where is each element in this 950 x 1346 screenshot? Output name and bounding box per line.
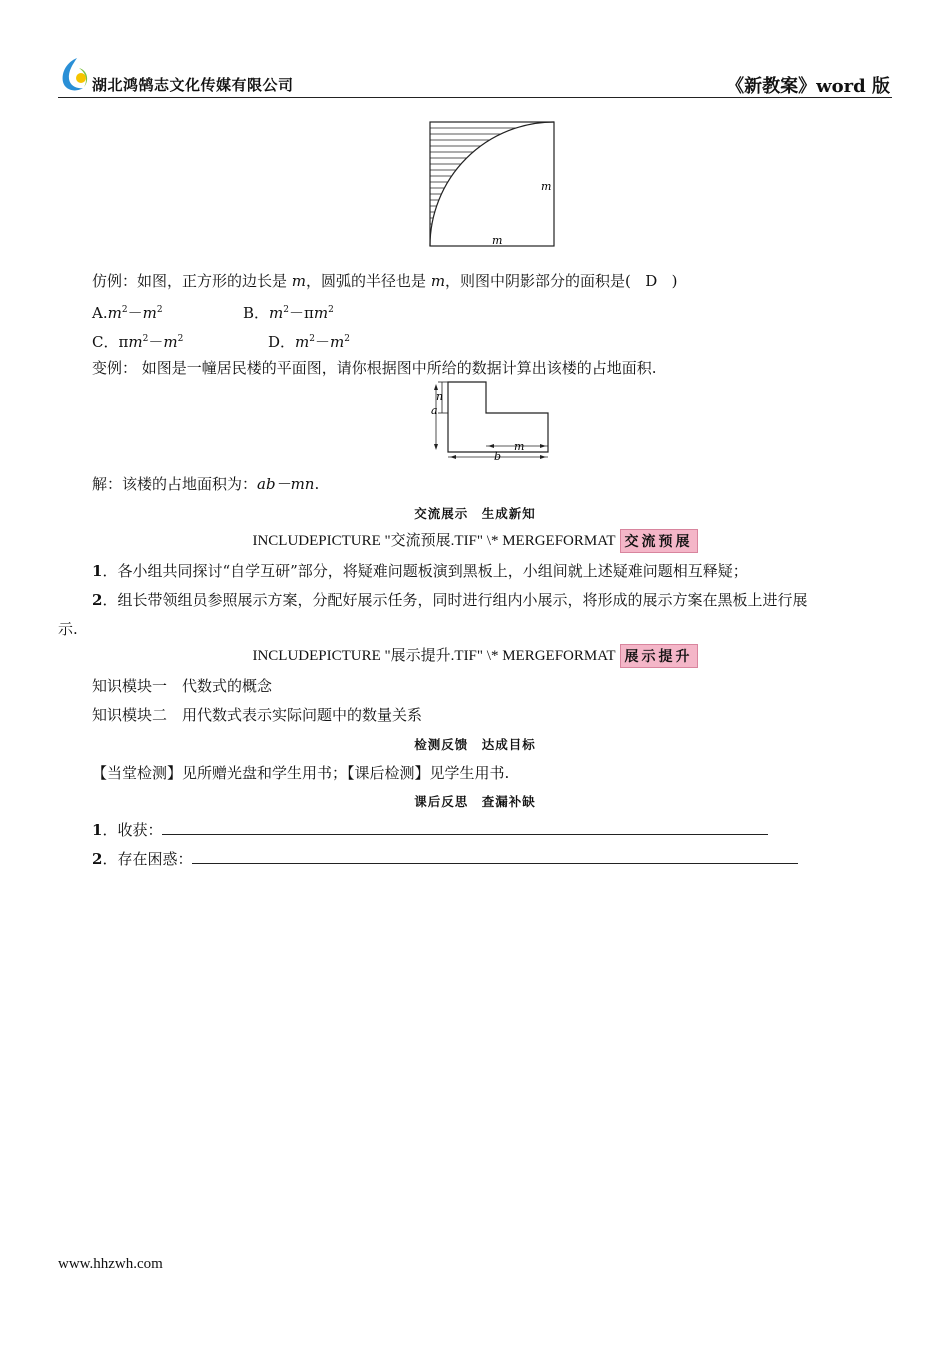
company-name: 湖北鸿鹄志文化传媒有限公司 <box>92 76 294 94</box>
figure2-label-n: n <box>436 390 444 403</box>
header-divider <box>58 97 892 98</box>
example-answer: D <box>645 272 658 290</box>
section-heading-feedback: 检测反馈 达成目标 <box>414 737 536 752</box>
figure2-label-m: m <box>514 440 525 453</box>
present-tag-image: 展示提升 <box>620 644 698 668</box>
example-question: 仿例：如图，正方形的边长是 m，圆弧的半径也是 m，则图中阴影部分的面积是( D ) <box>92 272 678 290</box>
item-1: 1．各小组共同探讨“自学互研”部分，将疑难问题板演到黑板上，小组间就上述疑难问题相互释疑； <box>92 562 748 580</box>
include-present: INCLUDEPICTURE "展示提升.TIF" \* MERGEFORMAT 展示提升 <box>0 644 950 668</box>
reflection-gain: 1．收获： <box>92 820 768 840</box>
option-b: B．$m^2-\pi m^2$ <box>243 304 334 322</box>
footer-url: www.hhzwh.com <box>58 1256 163 1272</box>
brand-title: 《新教案》word 版 <box>726 76 890 97</box>
option-c: C．$\pi m^2-m^2$ <box>92 333 184 351</box>
square-arc-figure <box>428 120 556 250</box>
knowledge-module-2: 知识模块二 用代数式表示实际问题中的数量关系 <box>92 706 423 724</box>
floor-plan-figure <box>428 378 554 462</box>
company-logo <box>57 56 93 94</box>
feedback-text: 【当堂检测】见所赠光盘和学生用书；【课后检测】见学生用书. <box>92 764 510 782</box>
variant-prefix: 变例： <box>92 359 138 377</box>
solution: 解：该楼的占地面积为：ab－mn. <box>92 475 320 493</box>
section-heading-reflection: 课后反思 查漏补缺 <box>414 794 536 809</box>
solution-prefix: 解： <box>92 475 123 493</box>
figure2-label-a: a <box>431 404 438 417</box>
figure1-label-right: m <box>541 180 552 193</box>
include-exchange: INCLUDEPICTURE "交流预展.TIF" \* MERGEFORMAT 交流预展 <box>0 529 950 553</box>
exchange-tag-image: 交流预展 <box>620 529 698 553</box>
knowledge-module-1: 知识模块一 代数式的概念 <box>92 677 273 695</box>
section-heading-exchange: 交流展示 生成新知 <box>414 506 536 521</box>
variant-question: 变例： 如图是一幢居民楼的平面图，请你根据图中所给的数据计算出该楼的占地面积. <box>92 359 657 377</box>
figure2-label-b: b <box>494 450 502 462</box>
item-2-continued: 示. <box>58 620 78 638</box>
gain-blank-line[interactable] <box>162 820 768 835</box>
example-prefix: 仿例： <box>92 272 138 290</box>
option-a: $A.m^2-m^2$ <box>92 304 163 322</box>
figure1-label-bottom: m <box>492 234 503 247</box>
reflection-doubt: 2．存在困惑： <box>92 849 798 869</box>
option-d: D．$m^2-m^2$ <box>268 333 350 351</box>
item-2: 2．组长带领组员参照展示方案，分配好展示任务，同时进行组内小展示，将形成的展示方案在黑板上进行展 <box>92 591 808 609</box>
doubt-blank-line[interactable] <box>192 849 798 864</box>
